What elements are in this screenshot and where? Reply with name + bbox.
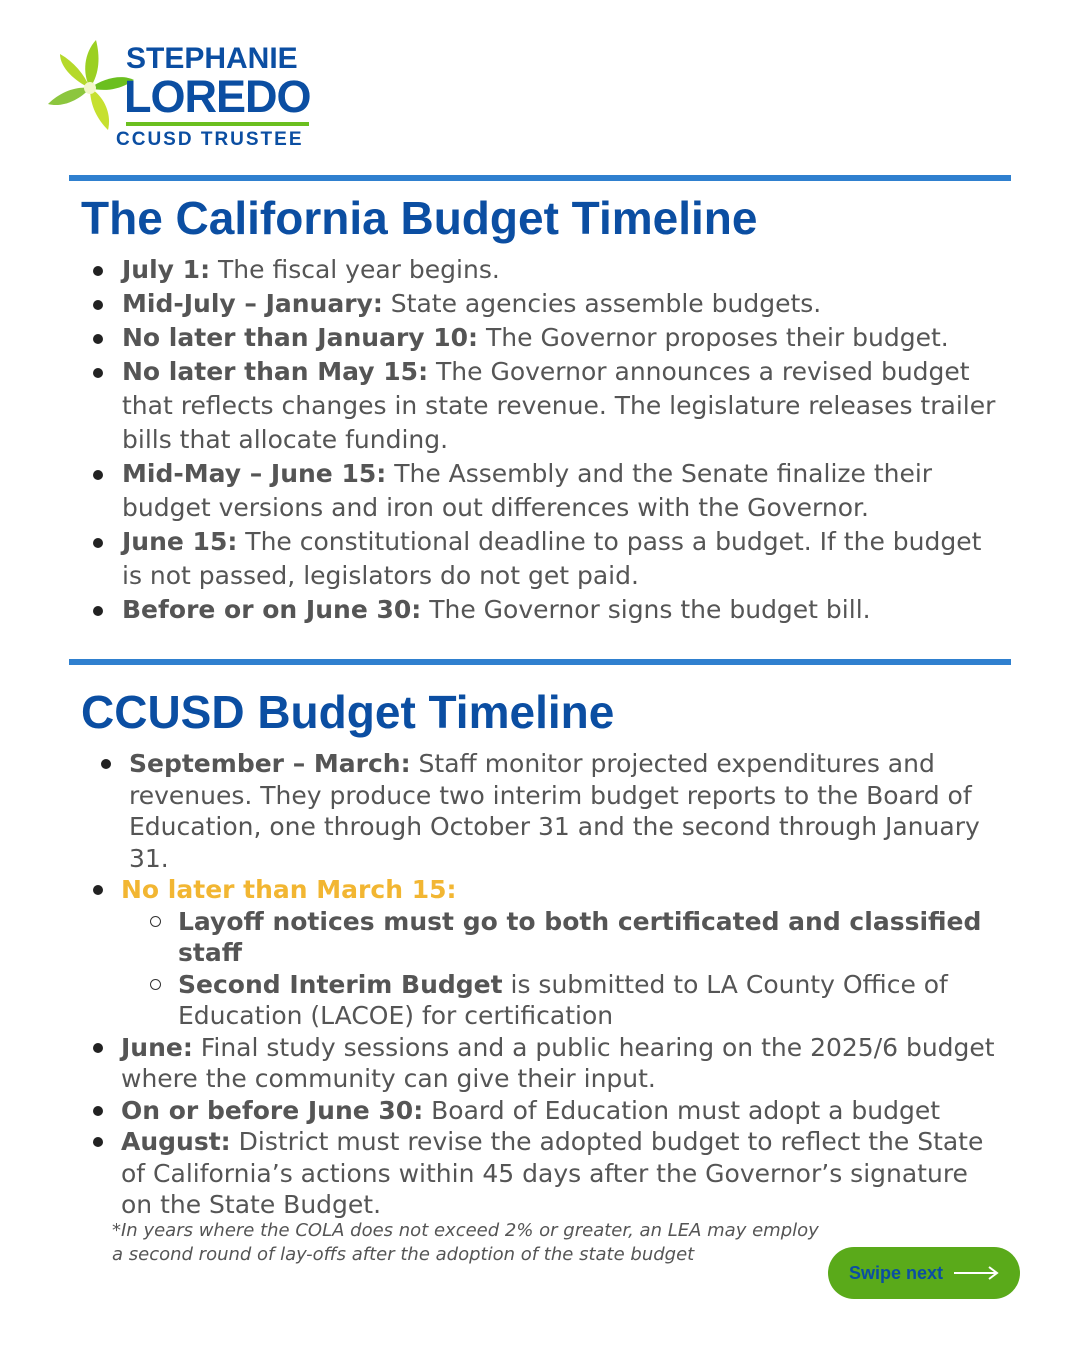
list-item — [122, 253, 1002, 287]
list-item — [121, 1032, 1006, 1095]
sub-item-label: Second Interim Budget — [178, 969, 503, 999]
list-item — [121, 1126, 1006, 1221]
bullet-icon — [93, 1137, 103, 1147]
bullet-icon — [93, 334, 103, 344]
item-text: The Governor signs the budget bill. — [421, 595, 871, 624]
flower-logo-icon — [46, 38, 136, 138]
item-label: July 1: — [122, 255, 211, 284]
sub-item-text: is submitted to LA County Office of Education (LACOE) for certification — [178, 969, 948, 1030]
item-label: August: — [121, 1127, 231, 1156]
section-divider-top — [69, 175, 1011, 181]
list-item — [121, 1095, 1006, 1127]
list-item — [122, 355, 1002, 457]
item-label: June 15: — [122, 527, 238, 556]
item-text: Staff monitor projected expenditures and revenues. They produce two interim budget reports to the Board of Education, one through October 31 and the second through January 31. — [129, 749, 980, 873]
logo — [46, 38, 316, 153]
item-text: District must revise the adopted budget to reflect the State of California’s actions within 45 days after the Governor’s signature on the State Budget. — [121, 1127, 984, 1219]
footnote: *In years where the COLA does not exceed 2% or greater, an LEA may employ a second round of lay-offs after the adoption of the state budget — [112, 1220, 819, 1265]
bullet-icon — [101, 759, 111, 769]
item-label: On or before June 30: — [121, 1095, 424, 1125]
bullet-icon — [93, 885, 103, 895]
circle-bullet-icon — [150, 979, 161, 990]
item-text: The Assembly and the Senate finalize their budget versions and iron out differences with the Governor. — [122, 459, 933, 522]
bullet-icon — [93, 1043, 103, 1053]
item-text: Final study sessions and a public hearing on the 2025/6 budget where the community can give their input. — [121, 1032, 995, 1093]
logo-first-name: STEPHANIE — [126, 42, 298, 75]
bullet-icon — [93, 606, 103, 616]
bullet-icon — [93, 1106, 103, 1116]
section-divider-middle — [69, 659, 1011, 665]
item-text: State agencies assemble budgets. — [382, 289, 822, 318]
list-item — [122, 287, 1002, 321]
swipe-next-label: Swipe next — [848, 1262, 944, 1283]
item-label-highlight: No later than March 15: — [121, 875, 457, 904]
item-label: Mid-July – January: — [122, 289, 383, 318]
sub-item-text: Layoff notices must go to both certificated and classified staff — [178, 906, 982, 967]
bullet-icon — [93, 266, 103, 276]
sub-list — [121, 906, 1006, 1032]
list-item — [122, 593, 1002, 627]
item-label: Before or on June 30: — [122, 595, 422, 624]
california-section-title: The California Budget Timeline — [81, 192, 758, 244]
list-item — [122, 457, 1002, 525]
sub-list-item — [178, 969, 1006, 1032]
logo-underline — [126, 122, 309, 126]
list-item — [122, 321, 1002, 355]
item-text: Board of Education must adopt a budget — [423, 1095, 940, 1125]
item-label: September – March: — [129, 749, 411, 778]
item-label: No later than January 10: — [122, 323, 479, 352]
item-text: The fiscal year begins. — [210, 255, 500, 284]
swipe-next-button[interactable] — [828, 1247, 1020, 1299]
arrow-right-icon — [953, 1266, 999, 1280]
bullet-icon — [93, 470, 103, 480]
list-item — [121, 874, 1006, 1032]
ccusd-section-title: CCUSD Budget Timeline — [81, 686, 615, 738]
sub-list-item — [178, 906, 1006, 969]
ccusd-timeline-list — [121, 748, 1006, 1221]
item-label: No later than May 15: — [122, 357, 429, 386]
item-text: The constitutional deadline to pass a budget. If the budget is not passed, legislators do not get paid. — [122, 527, 982, 590]
california-timeline-list — [122, 253, 1002, 627]
item-text: The Governor proposes their budget. — [478, 323, 949, 352]
item-label: June: — [121, 1032, 193, 1062]
bullet-icon — [93, 368, 103, 378]
item-text: The Governor announces a revised budget that reflects changes in state revenue. The legislature releases trailer bills that allocate funding. — [122, 357, 996, 454]
bullet-icon — [93, 300, 103, 310]
logo-subtitle: CCUSD TRUSTEE — [116, 129, 304, 150]
list-item — [129, 748, 1006, 874]
list-item — [122, 525, 1002, 593]
item-label: Mid-May – June 15: — [122, 459, 387, 488]
logo-last-name: LOREDO — [124, 71, 311, 122]
bullet-icon — [93, 538, 103, 548]
circle-bullet-icon — [150, 916, 161, 927]
